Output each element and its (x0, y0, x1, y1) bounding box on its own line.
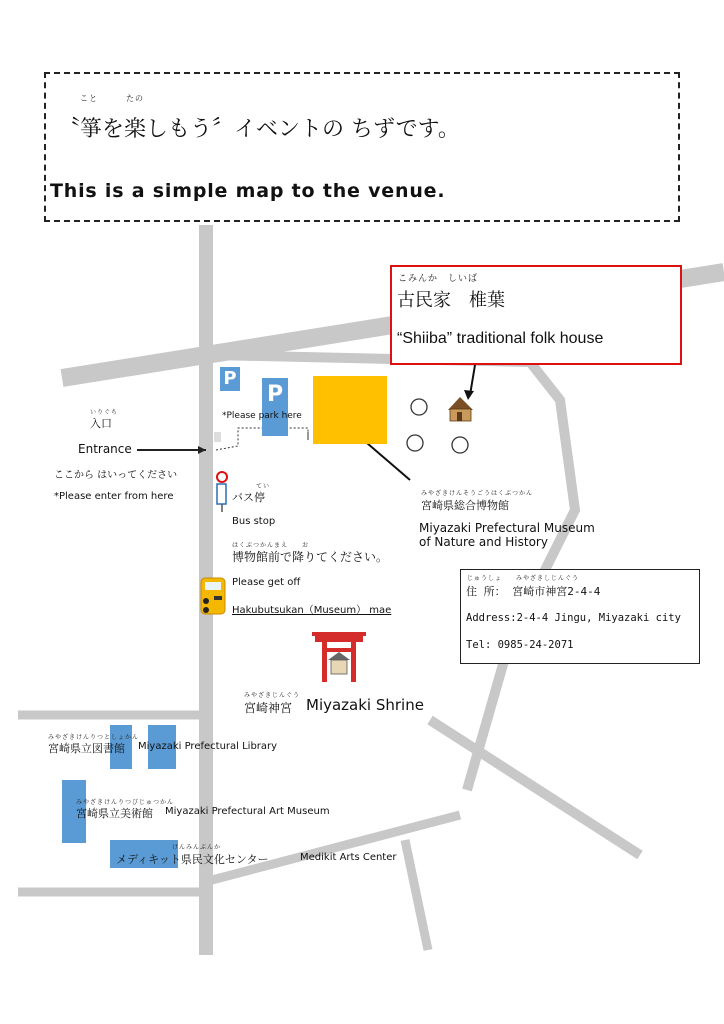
road-bottom-diagonal (212, 815, 460, 880)
enter-here-jp: ここから はいってください (54, 470, 178, 481)
shiiba-arrow-line (470, 365, 475, 395)
shiiba-ruby: こみんか しいば (398, 274, 479, 284)
arts-center-ruby: けんみんぶんか (172, 844, 222, 851)
bus-stop-label-jp: バス停 (232, 491, 265, 504)
shrine-gate-icon (312, 632, 366, 682)
shiiba-name-jp: 古民家 椎葉 (397, 290, 505, 311)
bus-stop-icon (217, 472, 227, 512)
page-title-en: This is a simple map to the venue. (50, 180, 446, 202)
library-name-jp: 宮崎県立図書館 (48, 742, 125, 755)
enter-here-en: *Please enter from here (54, 491, 174, 502)
entrance-ruby: いりぐち (90, 409, 119, 416)
house-marker-circle (411, 399, 427, 415)
museum-name-jp: 宮崎県総合博物館 (421, 499, 509, 512)
address-tel: Tel: 0985-24-2071 (466, 639, 574, 651)
address-line-jp: 住 所： 宮崎市神宮2-4-4 (466, 585, 601, 598)
parking-note: *Please park here (222, 411, 302, 421)
art-museum-name-en: Miyazaki Prefectural Art Museum (165, 806, 330, 817)
bus-stop-ruby: てい (256, 483, 271, 490)
shrine-ruby: みやざきじんぐう (244, 692, 301, 699)
parking-sign-small: P (220, 367, 240, 391)
museum-name-en-1: Miyazaki Prefectural Museum (419, 521, 595, 535)
bus-stop-name: Hakubutsukan（Museum） mae (232, 605, 392, 616)
folk-house-icon (448, 397, 473, 421)
gate-marker (214, 432, 221, 442)
address-line-en: Address:2-4-4 Jingu, Miyazaki city (466, 612, 681, 624)
shrine-name-jp: 宮崎神宮 (244, 701, 293, 715)
library-name-en: Miyazaki Prefectural Library (138, 741, 278, 752)
house-marker-circle (452, 437, 468, 453)
bus-icon (201, 578, 225, 614)
shiiba-name-en: “Shiiba” traditional folk house (397, 330, 604, 347)
getoff-jp: 博物館前で降りてください。 (232, 550, 389, 564)
bus-stop-label-en: Bus stop (232, 516, 276, 527)
getoff-en: Please get off (232, 577, 301, 588)
road-lower-right (430, 720, 640, 855)
house-marker-circle (407, 435, 423, 451)
art-museum-name-jp: 宮崎県立美術館 (76, 807, 153, 820)
page-title-jp: 〝箏を楽しもう〞イベントの ちずです。 (58, 117, 460, 142)
library-ruby: みやざきけんりつとしょかん (48, 734, 140, 741)
ruby-koto: こと (80, 94, 98, 103)
museum-ruby: みやざきけんそうごうはくぶつかん (421, 490, 534, 497)
ruby-tano: たの (126, 94, 144, 103)
entrance-label-en: Entrance (78, 442, 132, 456)
address-ruby: じゅうしょ みやざきしじんぐう (467, 575, 580, 582)
parking-area: P (262, 378, 288, 436)
shrine-name-en: Miyazaki Shrine (306, 696, 424, 714)
shiiba-arrow-head (464, 390, 474, 400)
arts-center-name-en: Medikit Arts Center (300, 852, 397, 863)
entrance-label-jp: 入口 (90, 417, 112, 430)
road-bottom-branch (405, 840, 428, 950)
museum-name-en-2: of Nature and History (419, 535, 548, 549)
art-museum-ruby: みやざきけんりつびじゅつかん (76, 799, 175, 806)
getoff-ruby: はくぶつかんまえ お (232, 542, 310, 549)
venue-building (313, 376, 387, 444)
arts-center-name-jp: メディキット県民文化センター (116, 853, 269, 866)
